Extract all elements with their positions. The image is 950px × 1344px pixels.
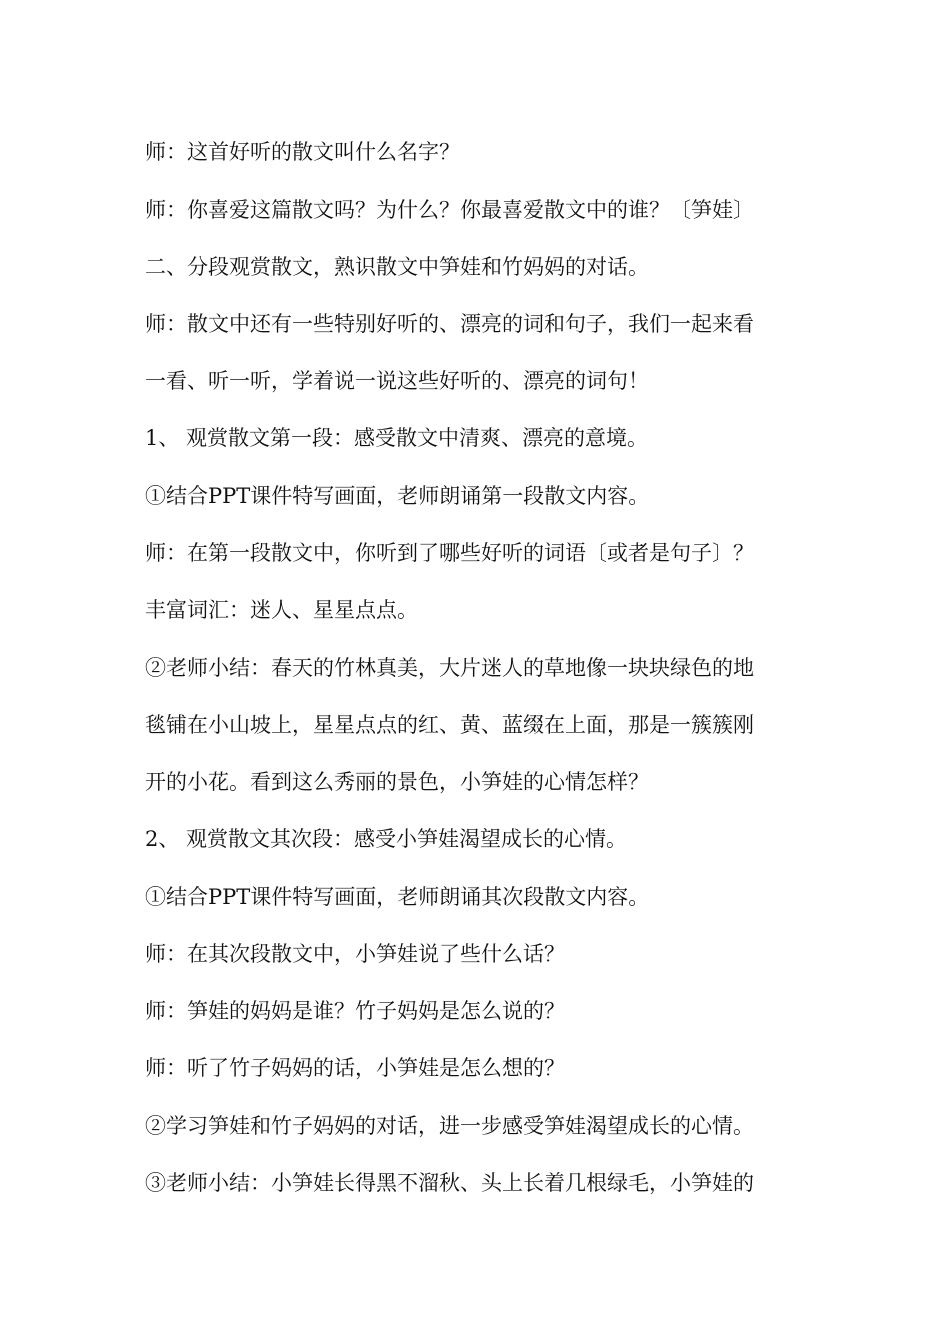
- text-line: 师：在第一段散文中，你听到了哪些好听的词语〔或者是句子〕？: [145, 541, 754, 565]
- text-line: 师：笋娃的妈妈是谁？竹子妈妈是怎么说的？: [145, 999, 565, 1023]
- text-line: 1、 观赏散文第一段：感受散文中清爽、漂亮的意境。: [145, 426, 649, 450]
- text-line: ②老师小结：春天的竹林真美，大片迷人的草地像一块块绿色的地: [145, 656, 754, 680]
- text-line: 2、 观赏散文其次段：感受小笋娃渴望成长的心情。: [145, 827, 628, 851]
- text-line: 师：你喜爱这篇散文吗？为什么？你最喜爱散文中的谁？〔笋娃〕: [145, 198, 754, 222]
- text-line: 师：这首好听的散文叫什么名字？: [145, 140, 460, 164]
- text-line: ①结合PPT课件特写画面，老师朗诵第一段散文内容。: [145, 484, 650, 508]
- text-line: ②学习笋娃和竹子妈妈的对话，进一步感受笋娃渴望成长的心情。: [145, 1114, 754, 1138]
- text-line: 开的小花。看到这么秀丽的景色，小笋娃的心情怎样？: [145, 770, 649, 794]
- text-line: 师：在其次段散文中，小笋娃说了些什么话？: [145, 942, 565, 966]
- text-line: ①结合PPT课件特写画面，老师朗诵其次段散文内容。: [145, 885, 650, 909]
- text-line: 师：听了竹子妈妈的话，小笋娃是怎么想的？: [145, 1056, 565, 1080]
- text-line: 丰富词汇：迷人、星星点点。: [145, 598, 418, 622]
- text-line: 二、分段观赏散文，熟识散文中笋娃和竹妈妈的对话。: [145, 255, 649, 279]
- text-line: 师：散文中还有一些特别好听的、漂亮的词和句子，我们一起来看: [145, 312, 754, 336]
- text-line: 毯铺在小山坡上，星星点点的红、黄、蓝缀在上面，那是一簇簇刚: [145, 713, 754, 737]
- text-line: 一看、听一听，学着说一说这些好听的、漂亮的词句！: [145, 369, 649, 393]
- text-line: ③老师小结：小笋娃长得黑不溜秋、头上长着几根绿毛，小笋娃的: [145, 1171, 754, 1195]
